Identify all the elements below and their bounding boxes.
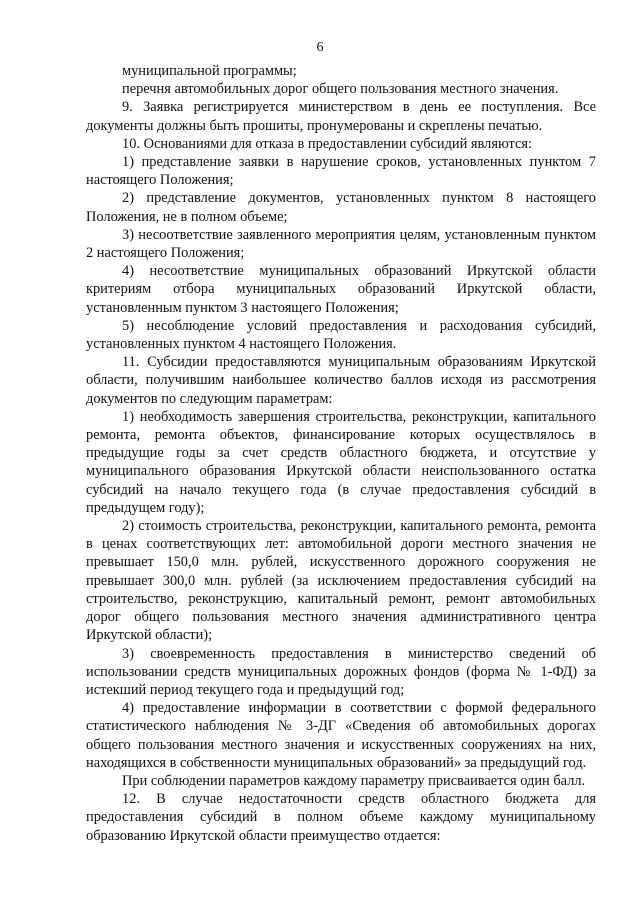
paragraph: 11. Субсидии предоставляются муниципальным образованиям Иркутской области, получившим наибольшее количество баллов исходя из рассмотрения документов по следующим параметрам: bbox=[86, 354, 596, 407]
paragraph: 5) несоблюдение условий предоставления и расходования субсидий, установленных пунктом 4 настоящего Положения. bbox=[86, 317, 596, 353]
paragraph: 1) представление заявки в нарушение сроков, установленных пунктом 7 настоящего Положения; bbox=[86, 154, 596, 189]
paragraph: 2) представление документов, установленных пунктом 8 настоящего Положения, не в полном объеме; bbox=[86, 190, 596, 225]
paragraph: перечня автомобильных дорог общего пользования местного значения. bbox=[122, 81, 559, 98]
paragraph: 3) несоответствие заявленного мероприятия целям, установленным пунктом 2 настоящего Положения; bbox=[86, 226, 596, 262]
paragraph: 4) предоставление информации в соответствии с формой федерального статистического наблюдения № 3-ДГ «Сведения об автомобильных дорогах общего пользования местного значения и искусственных сооружениях на них, находящихся в собственности муниципальных образований» за предыдущий год. bbox=[86, 700, 596, 771]
paragraph: муниципальной программы; bbox=[122, 63, 297, 79]
document-body bbox=[86, 62, 596, 845]
paragraph: 10. Основаниями для отказа в предоставлении субсидий являются: bbox=[122, 135, 532, 152]
paragraph: 9. Заявка регистрируется министерством в день ее поступления. Все документы должны быть прошиты, пронумерованы и скреплены печатью. bbox=[86, 99, 596, 134]
paragraph: 12. В случае недостаточности средств областного бюджета для предоставления субсидий в полном объеме каждому муниципальному образованию Иркутской области преимущество отдается: bbox=[86, 791, 596, 844]
page-number: 6 bbox=[316, 40, 324, 55]
paragraph: 2) стоимость строительства, реконструкции, капитального ремонта, ремонта в ценах соответствующих лет: автомобильной дороги местного значения не превышает 150,0 млн. рублей, искусственного дорожного сооружения не превышает 300,0 млн. рублей (за исключением предоставления субсидий на строительство, реконструкцию, капитальный ремонт, ремонт автомобильных дорог общего пользования местного значения административного центра Иркутской области); bbox=[86, 518, 596, 644]
paragraph: 1) необходимость завершения строительства, реконструкции, капитального ремонта, ремонта объектов, финансирование которых осуществлялось в предыдущие годы за счет средств областного бюджета, и отсутствие у муниципального образования Иркутской области неиспользованного остатка субсидий на начало текущего года (в случае предоставления субсидий в предыдущем году); bbox=[86, 408, 596, 516]
paragraph: 3) своевременность предоставления в министерство сведений об использовании средств муниципальных дорожных фондов (форма № 1-ФД) за истекший период текущего года и предыдущий год; bbox=[86, 645, 596, 698]
paragraph: 4) несоответствие муниципальных образований Иркутской области критериям отбора муниципальных образований Иркутской области, установленным пунктом 3 настоящего Положения; bbox=[86, 263, 596, 316]
paragraph: При соблюдении параметров каждому параметру присваивается один балл. bbox=[122, 772, 586, 789]
